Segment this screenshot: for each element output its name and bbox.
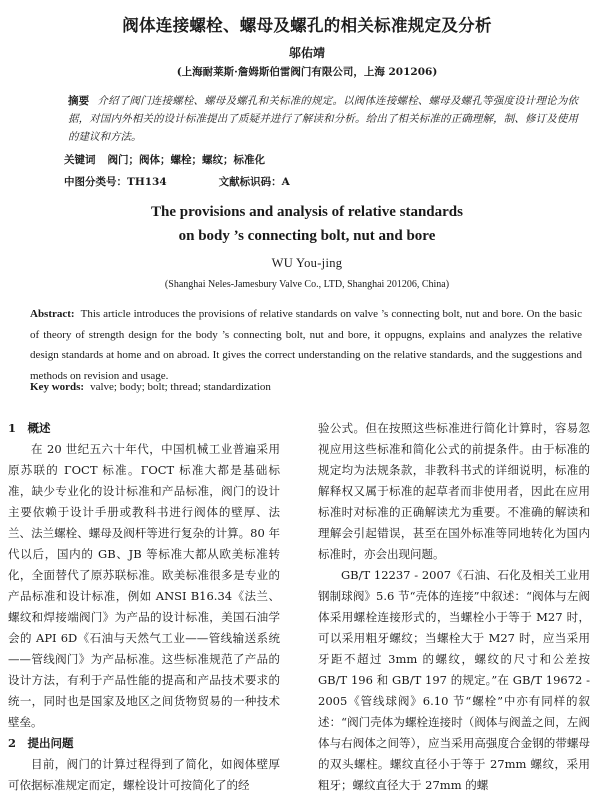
body-right-column xyxy=(318,418,590,796)
cn-keywords xyxy=(64,152,265,167)
en-title xyxy=(0,200,614,248)
en-abstract xyxy=(30,304,582,386)
en-author: WU You-jing xyxy=(271,256,343,270)
en-title-line-1: The provisions and analysis of relative standards xyxy=(150,204,463,220)
en-abstract-text: This article introduces the provisions of relative standards on valve ’s connecting bolt, nut and bore. On the basic of theory of strength design for the body ’s connecting bolt, nut and bore, it oppugns, explains and analyzes the relative design standards at home and on abroad. It gives the correct understanding on the relative standards, and the suggestions and methods on revision and usage. xyxy=(30,308,582,382)
en-abstract-label: Abstract: xyxy=(30,308,75,320)
cn-doc-code: 文献标识码：A xyxy=(218,176,290,188)
section-1-paragraph: 在 20 世纪五六十年代，中国机械工业普遍采用原苏联的 ГОСТ 标准。ГОСТ 标准大都是基础标准，缺少专业化的设计标准和产品标准，阀门的设计主要依赖于设计手册或教科书进行阀体的壁厚、法兰、法兰螺栓、螺母及阀杆等进行复杂的计算。80 年代以后，国内的 GB、JB 等标准大都从欧美标准转化，全面替代了原苏联标准。欧美标准很多是专业的产品标准和设计标准，例如 ANSI B16.34《法兰、螺纹和焊接端阀门》为产品的设计标准，美国石油学会的 API 6D《石油与天然气工业——管线输送系统——管线阀门》为产品标准。这些标准规范了产品的设计方法，有利于产品性能的提高和产品技术要求的统一，同时也是国家及地区之间货物贸易的一种技术壁垒。 xyxy=(8,442,280,729)
section-2-paragraph: 目前，阀门的计算过程得到了简化，如阀体壁厚可依据标准规定而定，螺栓设计可按简化了的经 xyxy=(8,757,280,792)
cn-abstract-text: 介绍了阀门连接螺栓、螺母及螺孔和关标准的规定。以阀体连接螺栓、螺母及螺孔等强度设计理论为依据，对国内外相关的设计标准提出了质疑并进行了解读和分析。给出了相关标准的正确理解，制、修订及使用的建议和方法。 xyxy=(68,95,579,143)
section-2-heading: 2 提出问题 xyxy=(8,736,74,750)
body-left-column xyxy=(8,418,280,796)
cn-class-number: 中图分类号：TH134 xyxy=(64,176,167,188)
en-keywords-text: valve; body; bolt; thread; standardization xyxy=(90,381,271,393)
cn-keywords-text: 阀门；阀体；螺栓；螺纹；标准化 xyxy=(107,154,265,166)
right-paragraph-1: 验公式。但在按照这些标准进行简化计算时，容易忽视应用这些标准和简化公式的前提条件。由于标准的规定均为法规条款，非教科书式的详细说明，标准的解释权又属于标准的起草者而非使用者，因此在应用标准时对标准的正确解读尤为重要。不准确的解读和理解会引起错误，甚至在国外标准等同地转化为国内标准时，亦会出现问题。 xyxy=(318,421,590,561)
cn-keywords-label: 关键词 xyxy=(64,154,96,166)
cn-author: 邬佑靖 xyxy=(288,46,325,60)
cn-abstract xyxy=(68,92,578,146)
en-keywords-label: Key words: xyxy=(30,381,85,393)
cn-affiliation: (上海耐莱斯·詹姆斯伯雷阀门有限公司，上海 201206) xyxy=(176,66,438,78)
en-keywords xyxy=(30,381,271,393)
section-1-heading: 1 概述 xyxy=(8,421,51,435)
cn-classification xyxy=(64,174,290,189)
cn-title: 阀体连接螺栓、螺母及螺孔的相关标准规定及分析 xyxy=(122,16,492,35)
en-title-line-2: on body ’s connecting bolt, nut and bore xyxy=(178,228,436,244)
cn-abstract-label: 摘要 xyxy=(68,95,90,107)
right-paragraph-2: GB/T 12237 - 2007《石油、石化及相关工业用钢制球阀》5.6 节“壳体的连接”中叙述：“阀体与左阀体采用螺栓连接形式的，当螺栓小于等于 M27 时，可以采用粗牙螺纹；当螺栓大于 M27 时，应当采用牙距不超过 3mm 的螺纹，螺纹的尺寸和公差按 GB/T 196 和 GB/T 197 的规定。”在 GB/T 19672 - 2005《管线球阀》6.10 节“螺栓”中亦有同样的叙述：“阀门壳体为螺栓连接时（阀体与阀盖之间，左阀体与右阀体之间等），应当采用高强度合金钢的带螺母的双头螺柱。螺纹直径小于等于 27mm 螺纹，采用粗牙；螺纹直径大于 27mm 的螺 xyxy=(318,568,590,792)
en-affiliation: (Shanghai Neles-Jamesbury Valve Co., LTD, Shanghai 201206, China) xyxy=(164,279,450,290)
